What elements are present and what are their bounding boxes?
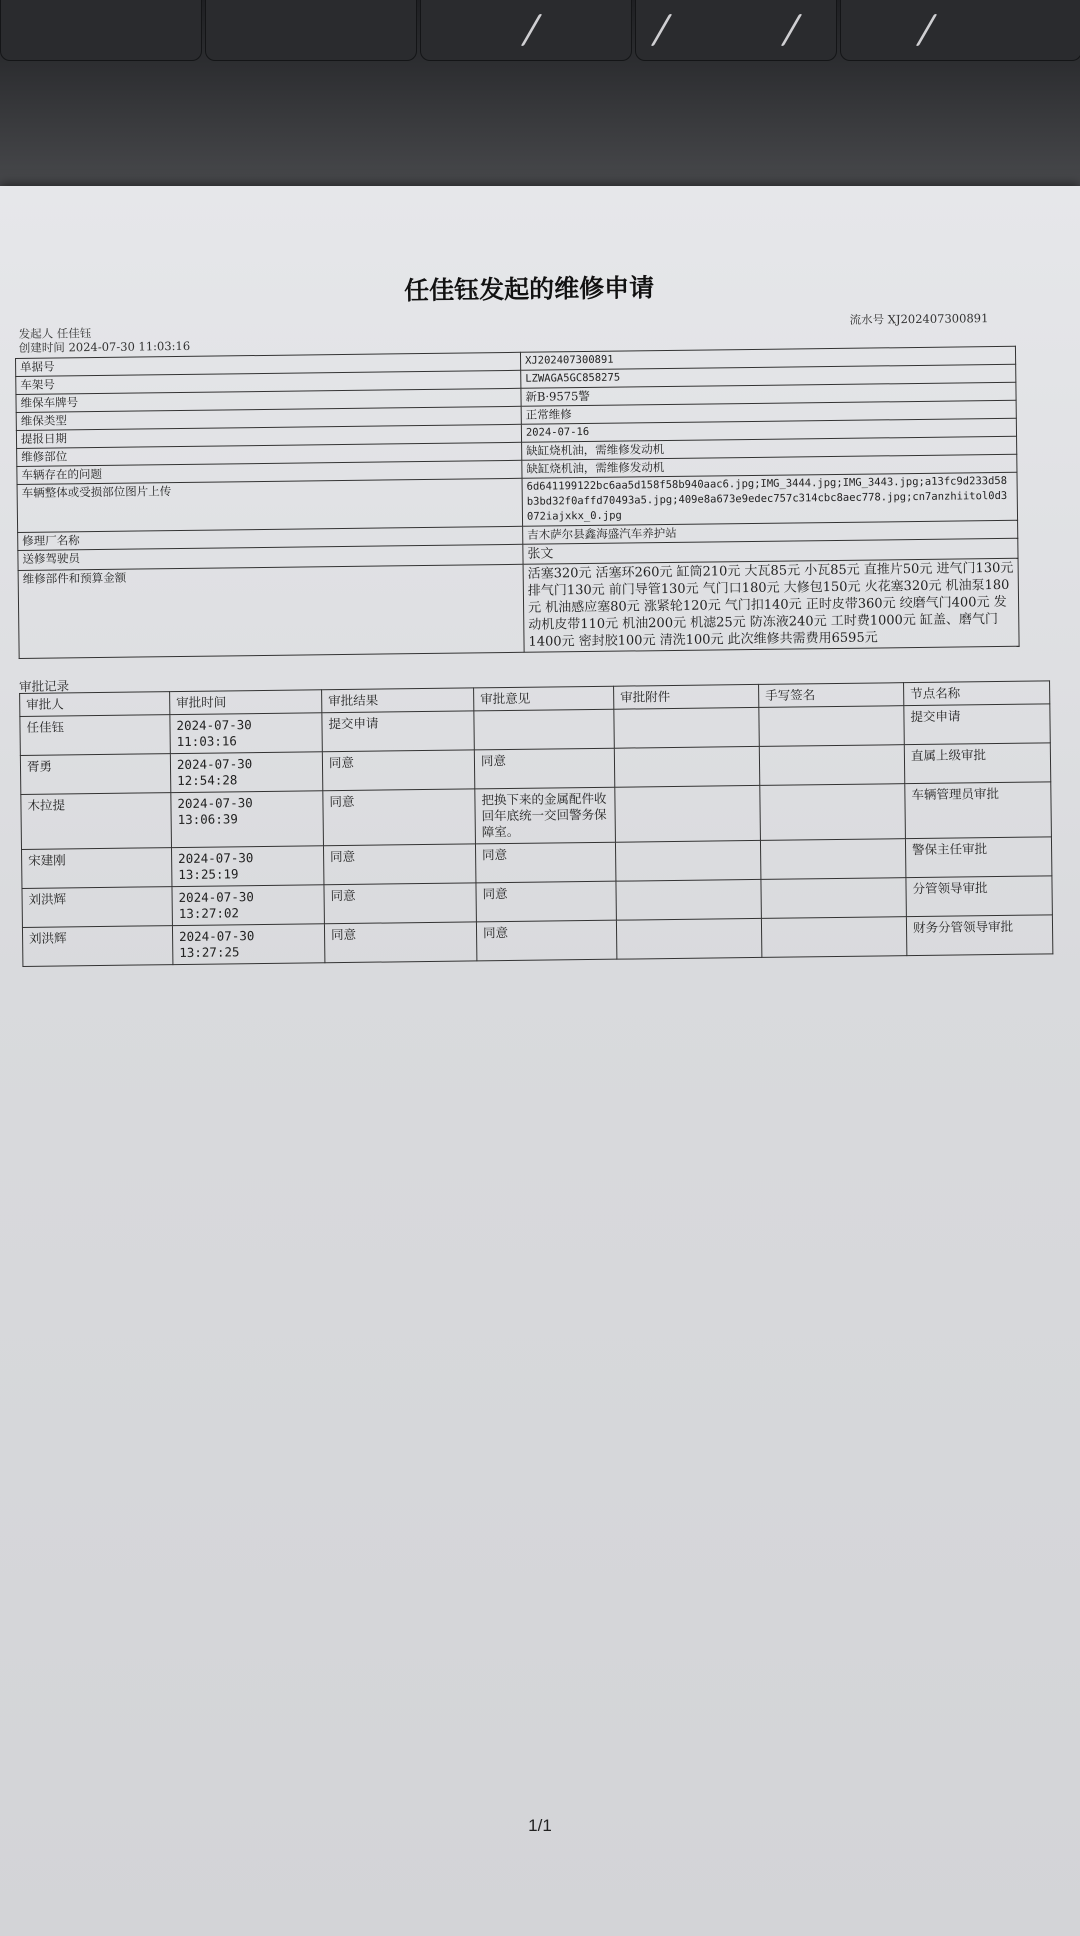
approval-attachment (615, 840, 760, 881)
header-node: 节点名称 (904, 681, 1050, 706)
paper-sheet (0, 186, 1080, 1936)
document-title: 任佳钰发起的维修申请 (404, 273, 655, 306)
approver-name: 任佳钰 (20, 715, 170, 756)
approver-name: 胥勇 (20, 754, 170, 795)
approver-name: 刘洪辉 (22, 926, 172, 967)
approval-attachment (615, 785, 761, 842)
info-label: 修理厂名称 (18, 526, 523, 550)
approval-signature (759, 706, 904, 747)
approval-node: 警保主任审批 (905, 837, 1051, 878)
keyboard-key (635, 0, 837, 61)
approval-attachment (616, 879, 761, 920)
info-value: 正常维修 (521, 400, 1016, 424)
header-approver: 审批人 (20, 692, 170, 717)
serial-number-label: 流水号 XJ202407300891 (849, 311, 989, 327)
keyboard-key (840, 0, 1080, 61)
approval-signature (761, 917, 906, 958)
info-value: 2024-07-16 (521, 418, 1016, 442)
approval-attachment (614, 707, 759, 748)
info-value: 缺缸烧机油，需维修发动机 (522, 454, 1017, 478)
approval-signature (761, 878, 906, 919)
approval-time: 2024-07-30 13:27:25 (172, 924, 324, 965)
approval-node: 车辆管理员审批 (905, 782, 1052, 839)
approval-attachment (616, 918, 761, 959)
info-value-images: 6d641199122bc6aa5d158f58b940aac6.jpg;IMG_3444.jpg;IMG_3443.jpg;a13fc9d233d58b3bd32f0affd70493a5.jpg;409e8a673e9edec757c314cbc8aec778.jpg;cn7anzhiitol0d3072iajxkx_0.jpg (522, 472, 1018, 526)
info-value: 新B·9575警 (521, 382, 1016, 406)
approval-result: 同意 (322, 750, 474, 791)
approval-node: 直属上级审批 (904, 743, 1050, 784)
header-attachment: 审批附件 (614, 684, 759, 709)
info-table (15, 346, 1020, 659)
approval-opinion: 同意 (476, 881, 616, 922)
header-result: 审批结果 (322, 688, 474, 713)
approval-node: 提交申请 (904, 704, 1050, 745)
keyboard-key (205, 0, 417, 61)
info-label: 送修驾驶员 (18, 544, 523, 570)
approval-result: 提交申请 (322, 711, 474, 752)
info-label: 车辆存在的问题 (17, 460, 522, 484)
approval-opinion: 把换下来的金属配件收回年底统一交回警务保障室。 (475, 787, 616, 844)
info-label: 车架号 (16, 370, 521, 394)
info-label: 维修部件和预算金额 (18, 564, 524, 658)
approval-node: 财务分管领导审批 (906, 915, 1052, 956)
approval-result: 同意 (324, 883, 476, 924)
info-value: LZWAGA5GC858275 (521, 364, 1016, 388)
approval-result: 同意 (323, 789, 476, 846)
approval-attachment (614, 746, 759, 787)
initiator-label: 发起人 任佳钰 (18, 326, 92, 341)
header-signature: 手写签名 (759, 683, 904, 708)
approval-time: 2024-07-30 13:27:02 (172, 885, 324, 926)
info-value-budget: 活塞320元 活塞环260元 缸筒210元 大瓦85元 小瓦85元 直推片50元 进气门130元 排气门130元 前门导管130元 气门口180元 大修包150元 火花塞320元 机油泵180元 机油感应塞80元 涨紧轮120元 气门扣140元 正时皮带360元 绞磨气门400元 发动机皮带110元 机油200元 机滤25元 防冻液240元 工时费1000元 缸盖、磨气门1400元 密封胶100元 清洗100元 此次维修共需费用6595元 (523, 558, 1019, 652)
approval-time: 2024-07-30 13:06:39 (171, 791, 324, 848)
approval-time: 2024-07-30 11:03:16 (170, 713, 322, 754)
approval-caption: 审批记录 (18, 678, 70, 694)
info-row (18, 558, 1019, 658)
info-value: 张文 (523, 538, 1018, 564)
approval-signature (759, 745, 904, 786)
info-label: 维保类型 (16, 406, 521, 430)
approval-opinion: 同意 (476, 920, 616, 961)
approval-time: 2024-07-30 12:54:28 (170, 752, 322, 793)
approval-opinion: 同意 (475, 842, 615, 883)
page-number: 1/1 (528, 1816, 552, 1835)
approval-time: 2024-07-30 13:25:19 (171, 846, 323, 887)
approval-table (19, 680, 1053, 967)
info-label: 车辆整体或受损部位图片上传 (17, 478, 523, 532)
header-opinion: 审批意见 (474, 686, 614, 711)
desk-background (0, 0, 1080, 200)
keyboard-key (0, 0, 202, 61)
created-time-label: 创建时间 2024-07-30 11:03:16 (18, 338, 191, 355)
approver-name: 刘洪辉 (22, 887, 172, 928)
approval-signature (760, 784, 906, 841)
info-label: 维修部位 (17, 442, 522, 466)
approver-name: 木拉提 (21, 793, 172, 850)
approval-result: 同意 (324, 922, 476, 963)
approval-opinion (474, 709, 614, 750)
info-value: XJ202407300891 (520, 346, 1015, 370)
approval-opinion: 同意 (474, 748, 614, 789)
info-value: 缺缸烧机油，需维修发动机 (522, 436, 1017, 460)
info-value: 吉木萨尔县鑫海盛汽车养护站 (523, 520, 1018, 544)
keyboard-key (420, 0, 632, 61)
approver-name: 宋建刚 (22, 848, 172, 889)
header-time: 审批时间 (170, 690, 322, 715)
approval-result: 同意 (323, 844, 475, 885)
approval-node: 分管领导审批 (906, 876, 1052, 917)
info-label: 单据号 (16, 352, 521, 376)
document-page (14, 263, 1044, 961)
approval-signature (760, 839, 905, 880)
info-label: 提报日期 (16, 424, 521, 448)
info-label: 维保车牌号 (16, 388, 521, 412)
